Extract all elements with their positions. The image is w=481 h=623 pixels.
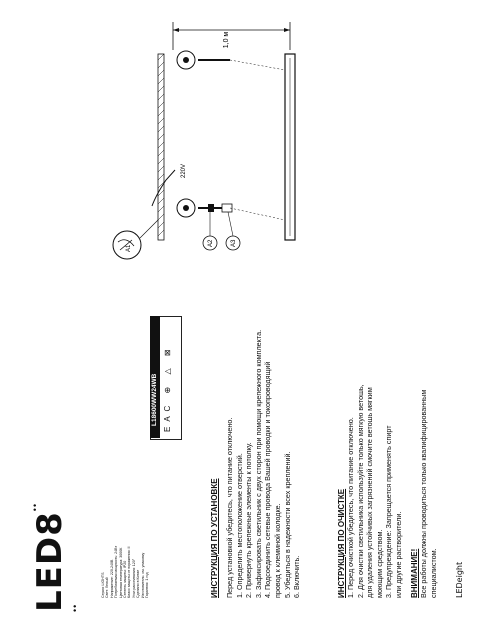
- cleaning-line: для удаления устойчивых загрязнений смочите ветошь мягким: [365, 387, 375, 598]
- install-section: [210, 330, 302, 598]
- attention-line: Все работы должны проводиться только квалифицированным: [419, 389, 428, 598]
- attention-line: специалистом.: [428, 548, 438, 598]
- logo-dots: •• ••: [30, 502, 80, 612]
- dimension-label: 1,0 м: [223, 31, 230, 49]
- install-line: 2. Привернуть крепежные элементы к потолку.: [244, 442, 254, 598]
- spec-block: [101, 546, 149, 598]
- spec-line: Класс защиты от поражения: II: [127, 546, 132, 598]
- recycle-bin-icon: ⊠: [163, 344, 172, 357]
- model-code: L18600WW24WB: [151, 373, 158, 426]
- cleaning-line: моющим средством.: [374, 529, 384, 598]
- arrow-icon: [284, 28, 290, 32]
- cert-icons: [163, 344, 172, 432]
- cleaning-title: ИНСТРУКЦИЯ ПО ОЧИСТКЕ: [337, 488, 346, 598]
- connector: [208, 204, 214, 212]
- cleaning-section: [337, 384, 404, 598]
- spec-line: Потребляемая мощность: 24Вт: [114, 545, 119, 598]
- install-line: 3. Зафиксировать светильник с двух сторон при помощи крепежного комплекта.: [253, 329, 263, 598]
- guide-line: [230, 60, 285, 70]
- callout-a3: A3: [231, 239, 237, 247]
- spec-line: Цветовая температура: 3000К: [118, 547, 123, 598]
- arrow-icon: [173, 28, 179, 32]
- install-title: ИНСТРУКЦИЯ ПО УСТАНОВКЕ: [210, 478, 219, 598]
- logo-mark: 8: [30, 511, 70, 536]
- install-line: Перед установкой убедитесь, что питание отключено.: [225, 417, 234, 598]
- attention-section: [410, 390, 438, 598]
- spec-line: Гарантия: 1 год: [145, 572, 150, 598]
- leader-line: [228, 212, 233, 236]
- install-line: 1. Определить местоположение отверстий.: [234, 453, 244, 598]
- led-icon: △: [163, 363, 172, 375]
- attention-title: ВНИМАНИЕ!: [410, 548, 419, 598]
- cleaning-line: 3. Предупреждение: Запрещается применять спирт: [384, 425, 394, 598]
- logo: [30, 503, 88, 612]
- ce-icon: ⊕: [163, 381, 172, 394]
- model-bar: [150, 316, 160, 438]
- install-line: 5. Убедиться в надежности всех креплений.: [282, 451, 292, 598]
- cleaning-line: или другие растворители.: [393, 511, 403, 598]
- install-line: 4. Подсоединить сетевые провода Вашей проводки и токопроводящий: [263, 361, 273, 598]
- spec-line: Свет: белый: [105, 577, 110, 598]
- logo-text: LED: [30, 535, 70, 612]
- install-line: провод к клеммной колодке.: [272, 503, 282, 598]
- spec-line: Сделано в Китае: [136, 569, 141, 598]
- cleaning-line: 1. Перед очисткой убедитесь, что питание отключено.: [346, 417, 355, 598]
- brand-name: LEDeight: [455, 561, 464, 598]
- spec-line: Изготовитель: см. упаковку: [140, 552, 145, 598]
- eac-icon: ЕАС: [163, 400, 172, 432]
- callout-a1: A1: [126, 244, 132, 252]
- leader-line: [140, 220, 158, 238]
- ceiling-hatch: [158, 54, 164, 236]
- spec-line: Степень защиты: IP20: [123, 560, 128, 598]
- bracket-screw: [183, 57, 189, 63]
- install-line: 6. Включить.: [292, 555, 302, 598]
- spec-line: Угол рассеивания: 120°: [131, 558, 136, 598]
- spec-line: Напряжение: 220-240В: [109, 559, 114, 598]
- cleaning-line: 2. Для очистки светильника используйте только мягкую ветошь,: [355, 384, 365, 598]
- guide-line: [230, 208, 285, 220]
- voltage-label: 220V: [181, 163, 187, 178]
- installation-diagram: [100, 10, 481, 300]
- spec-line: Серия: LIGHTS: [101, 572, 105, 598]
- callout-a2: A2: [208, 239, 214, 247]
- power-wire: [152, 170, 175, 206]
- bracket-screw: [183, 205, 189, 211]
